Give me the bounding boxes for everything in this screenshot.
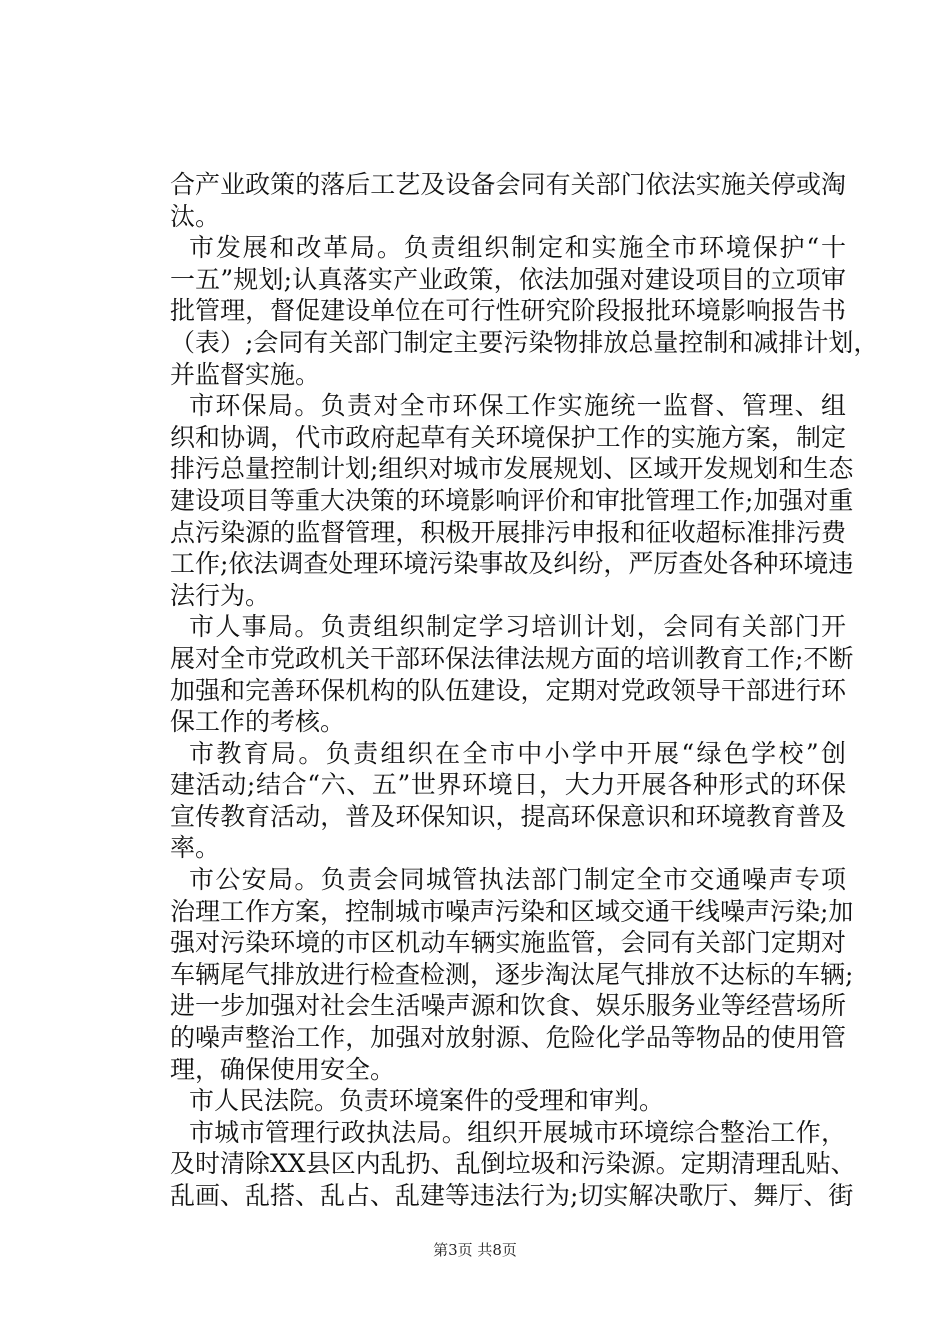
text-line: 宣传教育活动，普及环保知识，提高环保意识和环境教育普及: [170, 801, 846, 831]
text-line: 保工作的考核。: [170, 707, 346, 737]
text-line: 织和协调，代市政府起草有关环境保护工作的实施方案，制定: [170, 422, 846, 452]
text-line: 并监督实施。: [170, 359, 321, 389]
paragraph-start-line: 市环保局。负责对全市环保工作实施统一监督、管理、组: [189, 391, 846, 421]
text-line: 合产业政策的落后工艺及设备会同有关部门依法实施关停或淘: [170, 170, 846, 199]
text-line: 一五”规划;认真落实产业政策，依法加强对建设项目的立项审: [170, 264, 846, 294]
text-line: 建设项目等重大决策的环境影响评价和审批管理工作;加强对重: [170, 485, 854, 515]
text-line: 法行为。: [170, 580, 271, 610]
text-line: 进一步加强对社会生活噪声源和饮食、娱乐服务业等经营场所: [170, 991, 846, 1021]
text-line: 车辆尾气排放进行检查检测，逐步淘汰尾气排放不达标的车辆;: [170, 959, 854, 989]
text-line: 批管理，督促建设单位在可行性研究阶段报批环境影响报告书: [170, 296, 846, 326]
paragraph-start-line: 市人民法院。负责环境案件的受理和审判。: [189, 1086, 665, 1116]
text-line: 加强和完善环保机构的队伍建设，定期对党政领导干部进行环: [170, 675, 846, 705]
text-line: 汰。: [170, 201, 221, 231]
document-body: [170, 169, 879, 1212]
paragraph-start-line: 市发展和改革局。负责组织制定和实施全市环境保护“十: [189, 233, 846, 263]
paragraph-start-line: 市人事局。负责组织制定学习培训计划，会同有关部门开: [189, 612, 846, 642]
text-line: 乱画、乱搭、乱占、乱建等违法行为;切实解决歌厅、舞厅、街: [170, 1181, 854, 1210]
paragraph-start-line: 市公安局。负责会同城管执法部门制定全市交通噪声专项: [189, 865, 846, 895]
text-line: 强对污染环境的市区机动车辆实施监管，会同有关部门定期对: [170, 928, 846, 958]
text-line: 排污总量控制计划;组织对城市发展规划、区域开发规划和生态: [170, 454, 854, 484]
text-line: 点污染源的监督管理，积极开展排污申报和征收超标准排污费: [170, 517, 846, 547]
paragraph-start-line: 市城市管理行政执法局。组织开展城市环境综合整治工作，: [189, 1117, 846, 1147]
text-line: 的噪声整治工作，加强对放射源、危险化学品等物品的使用管: [170, 1023, 846, 1053]
text-line: 建活动;结合“六、五”世界环境日，大力开展各种形式的环保: [170, 770, 846, 800]
page-number-footer: 第3页 共8页: [433, 1241, 517, 1259]
text-line: 治理工作方案，控制城市噪声污染和区域交通干线噪声污染;加: [170, 896, 854, 926]
text-line: 率。: [170, 833, 221, 863]
text-line: 理，确保使用安全。: [170, 1054, 396, 1084]
text-line: 展对全市党政机关干部环保法律法规方面的培训教育工作;不断: [170, 643, 854, 673]
paragraph-start-line: 市教育局。负责组织在全市中小学中开展“绿色学校”创: [189, 738, 846, 768]
text-line: （表）;会同有关部门制定主要污染物排放总量控制和减排计划，: [170, 327, 879, 357]
text-line: 工作;依法调查处理环境污染事故及纠纷，严厉查处各种环境违: [170, 549, 854, 579]
text-line: 及时清除XX县区内乱扔、乱倒垃圾和污染源。定期清理乱贴、: [170, 1149, 856, 1179]
